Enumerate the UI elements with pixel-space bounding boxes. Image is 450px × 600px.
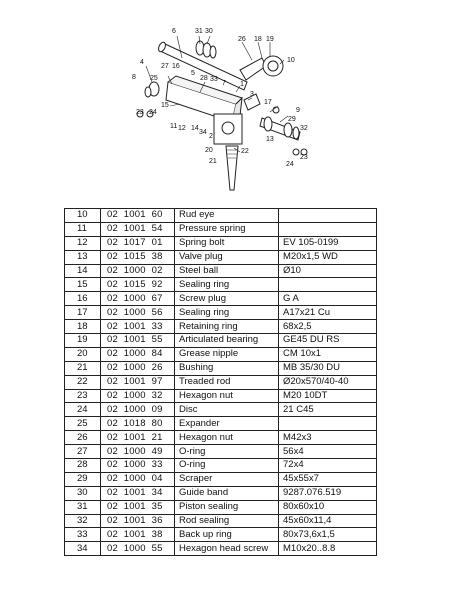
position-cell: 10 xyxy=(65,209,101,223)
position-cell: 34 xyxy=(65,542,101,556)
callout-label: 32 xyxy=(300,125,308,132)
position-cell: 18 xyxy=(65,320,101,334)
part-number-cell: 02 1000 33 xyxy=(101,459,175,473)
part-number-cell: 02 1000 84 xyxy=(101,347,175,361)
specification-cell xyxy=(279,222,377,236)
callout-label: 23 xyxy=(300,154,308,161)
parts-row xyxy=(65,445,377,459)
description-cell: Spring bolt xyxy=(175,236,279,250)
part-number-cell: 02 1001 34 xyxy=(101,486,175,500)
specification-cell: 9287.076.519 xyxy=(279,486,377,500)
specification-cell: 80x73,6x1,5 xyxy=(279,528,377,542)
callout-label: 11 xyxy=(170,123,178,130)
part-number-cell: 02 1001 33 xyxy=(101,320,175,334)
description-cell: Scraper xyxy=(175,472,279,486)
parts-row xyxy=(65,403,377,417)
position-cell: 16 xyxy=(65,292,101,306)
description-cell: Sealing ring xyxy=(175,278,279,292)
parts-row xyxy=(65,264,377,278)
specification-cell: M42x3 xyxy=(279,431,377,445)
part-number-cell: 02 1001 21 xyxy=(101,431,175,445)
callout-label: 27 xyxy=(161,63,169,70)
description-cell: Grease nipple xyxy=(175,347,279,361)
callout-label: 5 xyxy=(191,70,195,77)
specification-cell: 80x60x10 xyxy=(279,500,377,514)
callout-label: 21 xyxy=(209,158,217,165)
position-cell: 21 xyxy=(65,361,101,375)
callout-label: 2 xyxy=(209,133,213,140)
parts-row xyxy=(65,222,377,236)
position-cell: 14 xyxy=(65,264,101,278)
position-cell: 28 xyxy=(65,459,101,473)
description-cell: O-ring xyxy=(175,459,279,473)
parts-row xyxy=(65,472,377,486)
callout-label: 29 xyxy=(288,116,296,123)
part-number-cell: 02 1001 60 xyxy=(101,209,175,223)
specification-cell: A17x21 Cu xyxy=(279,306,377,320)
part-number-cell: 02 1018 80 xyxy=(101,417,175,431)
callout-label: 3 xyxy=(250,91,254,98)
callout-label: 20 xyxy=(205,147,213,154)
parts-row xyxy=(65,209,377,223)
specification-cell: GE45 DU RS xyxy=(279,334,377,348)
parts-row xyxy=(65,417,377,431)
parts-row xyxy=(65,500,377,514)
parts-list-body xyxy=(65,209,377,556)
treaded-rod-part xyxy=(226,146,238,190)
part-number-cell: 02 1001 36 xyxy=(101,514,175,528)
specification-cell: M20 10DT xyxy=(279,389,377,403)
position-cell: 32 xyxy=(65,514,101,528)
callout-label: 17 xyxy=(264,99,272,106)
part-number-cell: 02 1001 35 xyxy=(101,500,175,514)
specification-cell: CM 10x1 xyxy=(279,347,377,361)
specification-cell: 72x4 xyxy=(279,459,377,473)
specification-cell: G A xyxy=(279,292,377,306)
specification-cell: 68x2,5 xyxy=(279,320,377,334)
specification-cell: EV 105-0199 xyxy=(279,236,377,250)
description-cell: Steel ball xyxy=(175,264,279,278)
part-number-cell: 02 1000 04 xyxy=(101,472,175,486)
callout-label: 23 xyxy=(136,109,144,116)
specification-cell xyxy=(279,278,377,292)
position-cell: 30 xyxy=(65,486,101,500)
callout-label: 8 xyxy=(132,74,136,81)
description-cell: Rod sealing xyxy=(175,514,279,528)
specification-cell xyxy=(279,209,377,223)
part-number-cell: 02 1000 09 xyxy=(101,403,175,417)
part-number-cell: 02 1000 55 xyxy=(101,542,175,556)
parts-row xyxy=(65,431,377,445)
parts-list-table xyxy=(64,208,377,556)
specification-cell xyxy=(279,417,377,431)
description-cell: Back up ring xyxy=(175,528,279,542)
callout-label: 24 xyxy=(149,109,157,116)
exploded-view-diagram xyxy=(0,0,450,200)
position-cell: 31 xyxy=(65,500,101,514)
parts-row xyxy=(65,250,377,264)
description-cell: Hexagon nut xyxy=(175,389,279,403)
parts-row xyxy=(65,361,377,375)
parts-row xyxy=(65,320,377,334)
description-cell: Valve plug xyxy=(175,250,279,264)
callout-label: 22 xyxy=(241,148,249,155)
position-cell: 25 xyxy=(65,417,101,431)
callout-label: 10 xyxy=(287,57,295,64)
position-cell: 17 xyxy=(65,306,101,320)
description-cell: Guide band xyxy=(175,486,279,500)
callout-label: 18 xyxy=(254,36,262,43)
position-cell: 23 xyxy=(65,389,101,403)
part-number-cell: 02 1015 92 xyxy=(101,278,175,292)
parts-row xyxy=(65,486,377,500)
position-cell: 11 xyxy=(65,222,101,236)
callout-label: 1 xyxy=(240,81,244,88)
part-number-cell: 02 1000 32 xyxy=(101,389,175,403)
callout-label: 25 xyxy=(150,75,158,82)
specification-cell: MB 35/30 DU xyxy=(279,361,377,375)
callout-label: 15 xyxy=(161,102,169,109)
description-cell: Sealing ring xyxy=(175,306,279,320)
specification-cell: 45x60x11,4 xyxy=(279,514,377,528)
description-cell: Articulated bearing xyxy=(175,334,279,348)
parts-row xyxy=(65,278,377,292)
description-cell: Rud eye xyxy=(175,209,279,223)
callout-label: 26 xyxy=(238,36,246,43)
parts-row xyxy=(65,542,377,556)
parts-row xyxy=(65,334,377,348)
parts-row xyxy=(65,236,377,250)
specification-cell: M10x20..8.8 xyxy=(279,542,377,556)
position-cell: 12 xyxy=(65,236,101,250)
specification-cell: 21 C45 xyxy=(279,403,377,417)
position-cell: 20 xyxy=(65,347,101,361)
callout-label: 24 xyxy=(286,161,294,168)
description-cell: Bushing xyxy=(175,361,279,375)
description-cell: Hexagon nut xyxy=(175,431,279,445)
description-cell: Treaded rod xyxy=(175,375,279,389)
description-cell: Disc xyxy=(175,403,279,417)
callout-label: 4 xyxy=(140,59,144,66)
position-cell: 26 xyxy=(65,431,101,445)
description-cell: O-ring xyxy=(175,445,279,459)
callout-label: 19 xyxy=(266,36,274,43)
parts-row xyxy=(65,292,377,306)
parts-row xyxy=(65,514,377,528)
specification-cell: 56x4 xyxy=(279,445,377,459)
part-number-cell: 02 1000 02 xyxy=(101,264,175,278)
description-cell: Pressure spring xyxy=(175,222,279,236)
parts-row xyxy=(65,528,377,542)
description-cell: Screw plug xyxy=(175,292,279,306)
specification-cell: Ø10 xyxy=(279,264,377,278)
parts-row xyxy=(65,375,377,389)
part-number-cell: 02 1001 54 xyxy=(101,222,175,236)
callout-label: 33 xyxy=(210,76,218,83)
part-number-cell: 02 1001 97 xyxy=(101,375,175,389)
sealing-rings-part xyxy=(196,41,216,58)
callout-label: 7 xyxy=(222,80,226,87)
position-cell: 27 xyxy=(65,445,101,459)
description-cell: Hexagon head screw xyxy=(175,542,279,556)
description-cell: Expander xyxy=(175,417,279,431)
description-cell: Piston sealing xyxy=(175,500,279,514)
position-cell: 13 xyxy=(65,250,101,264)
part-number-cell: 02 1001 38 xyxy=(101,528,175,542)
parts-row xyxy=(65,306,377,320)
position-cell: 29 xyxy=(65,472,101,486)
callout-label: 12 xyxy=(178,125,186,132)
callout-label: 9 xyxy=(296,107,300,114)
part-number-cell: 02 1015 38 xyxy=(101,250,175,264)
position-cell: 24 xyxy=(65,403,101,417)
part-number-cell: 02 1000 56 xyxy=(101,306,175,320)
parts-row xyxy=(65,459,377,473)
position-cell: 33 xyxy=(65,528,101,542)
callout-label: 28 xyxy=(200,75,208,82)
callout-label: 13 xyxy=(266,136,274,143)
parts-row xyxy=(65,347,377,361)
part-number-cell: 02 1000 49 xyxy=(101,445,175,459)
part-number-cell: 02 1017 01 xyxy=(101,236,175,250)
part-number-cell: 02 1001 55 xyxy=(101,334,175,348)
part-number-cell: 02 1000 26 xyxy=(101,361,175,375)
callout-label: 30 xyxy=(205,28,213,35)
callout-label: 31 xyxy=(195,28,203,35)
callout-label: 16 xyxy=(172,63,180,70)
position-cell: 19 xyxy=(65,334,101,348)
callout-label: 34 xyxy=(199,129,207,136)
rod-eye-part xyxy=(240,56,283,80)
part-number-cell: 02 1000 67 xyxy=(101,292,175,306)
position-cell: 22 xyxy=(65,375,101,389)
specification-cell: M20x1,5 WD xyxy=(279,250,377,264)
callout-label: 6 xyxy=(172,28,176,35)
specification-cell: 45x55x7 xyxy=(279,472,377,486)
parts-row xyxy=(65,389,377,403)
callout-label: 14 xyxy=(191,125,199,132)
specification-cell: Ø20x570/40-40 xyxy=(279,375,377,389)
position-cell: 15 xyxy=(65,278,101,292)
description-cell: Retaining ring xyxy=(175,320,279,334)
